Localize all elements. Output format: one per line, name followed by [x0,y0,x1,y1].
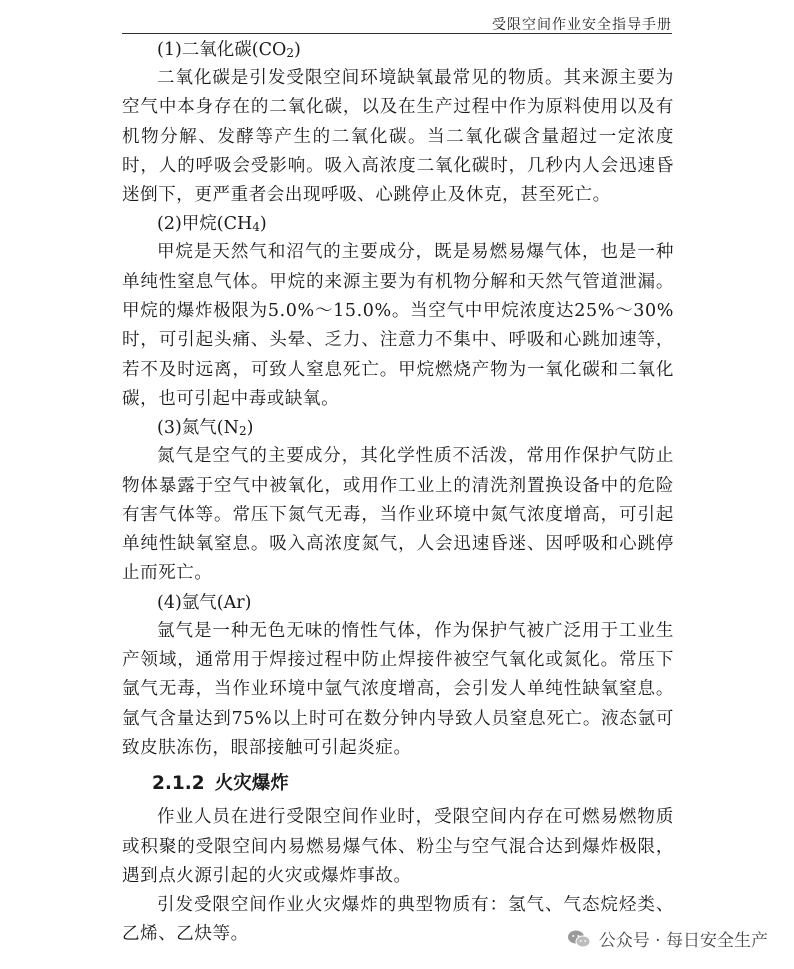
section-paragraph: 作业人员在进行受限空间作业时，受限空间内存在可燃易燃物质或积聚的受限空间内易燃易爆气体、粉尘与空气混合达到爆炸极限，遇到点火源引起的火灾或爆炸事故。 [122,807,674,886]
item-heading-ar: (4)氩气(Ar) [157,592,252,613]
section-title: 火灾爆炸 [214,773,289,795]
wechat-icon [567,929,591,949]
item-heading-co2: (1)二氧化碳$(CO_2)$ [157,40,301,60]
item-heading-ch4: (2)甲烷$(CH_4)$ [157,214,267,235]
paragraph-co2: 二氧化碳是引发受限空间环境缺氧最常见的物质。其来源主要为空气中本身存在的二氧化碳，以及在生产过程中作为原料使用以及有机物分解、发酵等产生的二氧化碳。当二氧化碳含量超过一定浓度时，人的呼吸会受影响。吸入高浓度二氧化碳时，几秒内人会迅速昏迷倒下，更严重者会出现呼吸、心跳停止及休克，甚至死亡。 [122,68,674,206]
paragraph-ch4: 甲烷是天然气和沼气的主要成分，既是易燃易爆气体，也是一种单纯性窒息气体。甲烷的来源主要为有机物分解和天然气管道泄漏。甲烷的爆炸极限为5.0%～15.0%。当空气中甲烷浓度达25%～30%时，可引起头痛、头晕、乏力、注意力不集中、呼吸和心跳加速等，若不及时远离，可致人窒息死亡。甲烷燃烧产物为一氧化碳和二氧化碳，也可引起中毒或缺氧。 [122,242,674,409]
paragraph-ar: 氩气是一种无色无味的惰性气体，作为保护气被广泛用于工业生产领域，通常用于焊接过程中防止焊接件被空气氧化或氮化。常压下氩气无毒，当作业环境中氩气浓度增高，会引发人单纯性缺氧窒息。氩气含量达到75%以上时可在数分钟内导致人员窒息死亡。液态氩可致皮肤冻伤，眼部接触可引起炎症。 [122,620,674,758]
item-heading-n2: (3)氮气$(N_2)$ [157,418,254,439]
section-heading [122,769,674,799]
document-body [122,36,674,950]
header-title: 受限空间作业安全指导手册 [492,17,672,33]
watermark-text: 公众号 · 每日安全生产 [598,931,768,951]
watermark [567,926,768,951]
paragraph-n2: 氮气是空气的主要成分，其化学性质不活泼，常用作保护气防止物体暴露于空气中被氧化，或用作工业上的清洗剂置换设备中的危险有害气体等。常压下氮气无毒，当作业环境中氮气浓度增高，可引起单纯性缺氧窒息。吸入高浓度氮气，人会迅速昏迷、因呼吸和心跳停止而死亡。 [122,446,674,584]
section-number: 2.1.2 [152,773,205,795]
header-rule [122,33,672,34]
section-paragraph: 引发受限空间作业火灾爆炸的典型物质有：氢气、气态烷烃类、乙烯、乙炔等。 [122,895,674,945]
